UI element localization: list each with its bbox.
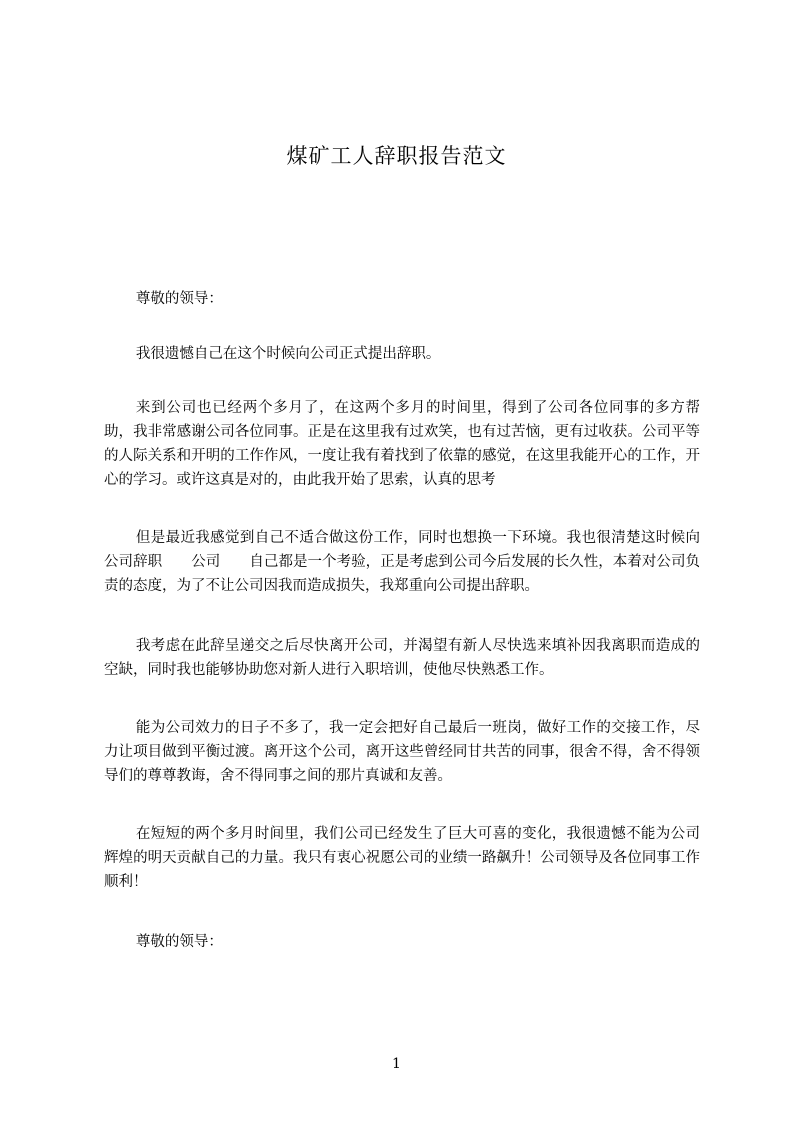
closing-salutation-paragraph: 尊敬的领导： (135, 934, 223, 950)
wishes-paragraph: 在短短的两个多月时间里，我们公司已经发生了巨大可喜的变化，我很遗憾不能为公司辉煌的明天贡献自己的力量。我只有衷心祝愿公司的业绩一路飙升！公司领导及各位同事工作顺利！ (104, 826, 700, 890)
document-title: 煤矿工人辞职报告范文 (286, 144, 507, 168)
page-number: 1 (392, 1056, 401, 1072)
reason-paragraph: 但是最近我感觉到自己不适合做这份工作，同时也想换一下环境。我也很清楚这时候向公司辞职 公司 自己都是一个考验，正是考虑到公司今后发展的长久性，本着对公司负责的态度，为了不让公司因我而造成损失，我郑重向公司提出辞职。 (104, 530, 700, 594)
resignation-statement-paragraph: 我很遗憾自己在这个时候向公司正式提出辞职。 (135, 346, 441, 362)
handover-paragraph: 我考虑在此辞呈递交之后尽快离开公司，并渴望有新人尽快选来填补因我离职而造成的空缺，同时我也能够协助您对新人进行入职培训，使他尽快熟悉工作。 (104, 638, 700, 678)
gratitude-paragraph: 来到公司也已经两个多月了，在这两个多月的时间里，得到了公司各位同事的多方帮助，我非常感谢公司各位同事。正是在这里我有过欢笑，也有过苦恼，更有过收获。公司平等的人际关系和开明的工作作风，一度让我有着找到了依靠的感觉，在这里我能开心的工作，开心的学习。或许这真是对的，由此我开始了思索，认真的思考 (104, 400, 700, 488)
farewell-paragraph: 能为公司效力的日子不多了，我一定会把好自己最后一班岗，做好工作的交接工作，尽力让项目做到平衡过渡。离开这个公司，离开这些曾经同甘共苦的同事，很舍不得，舍不得领导们的尊尊教诲，舍不得同事之间的那片真诚和友善。 (104, 720, 700, 784)
salutation-paragraph: 尊敬的领导： (135, 291, 223, 307)
